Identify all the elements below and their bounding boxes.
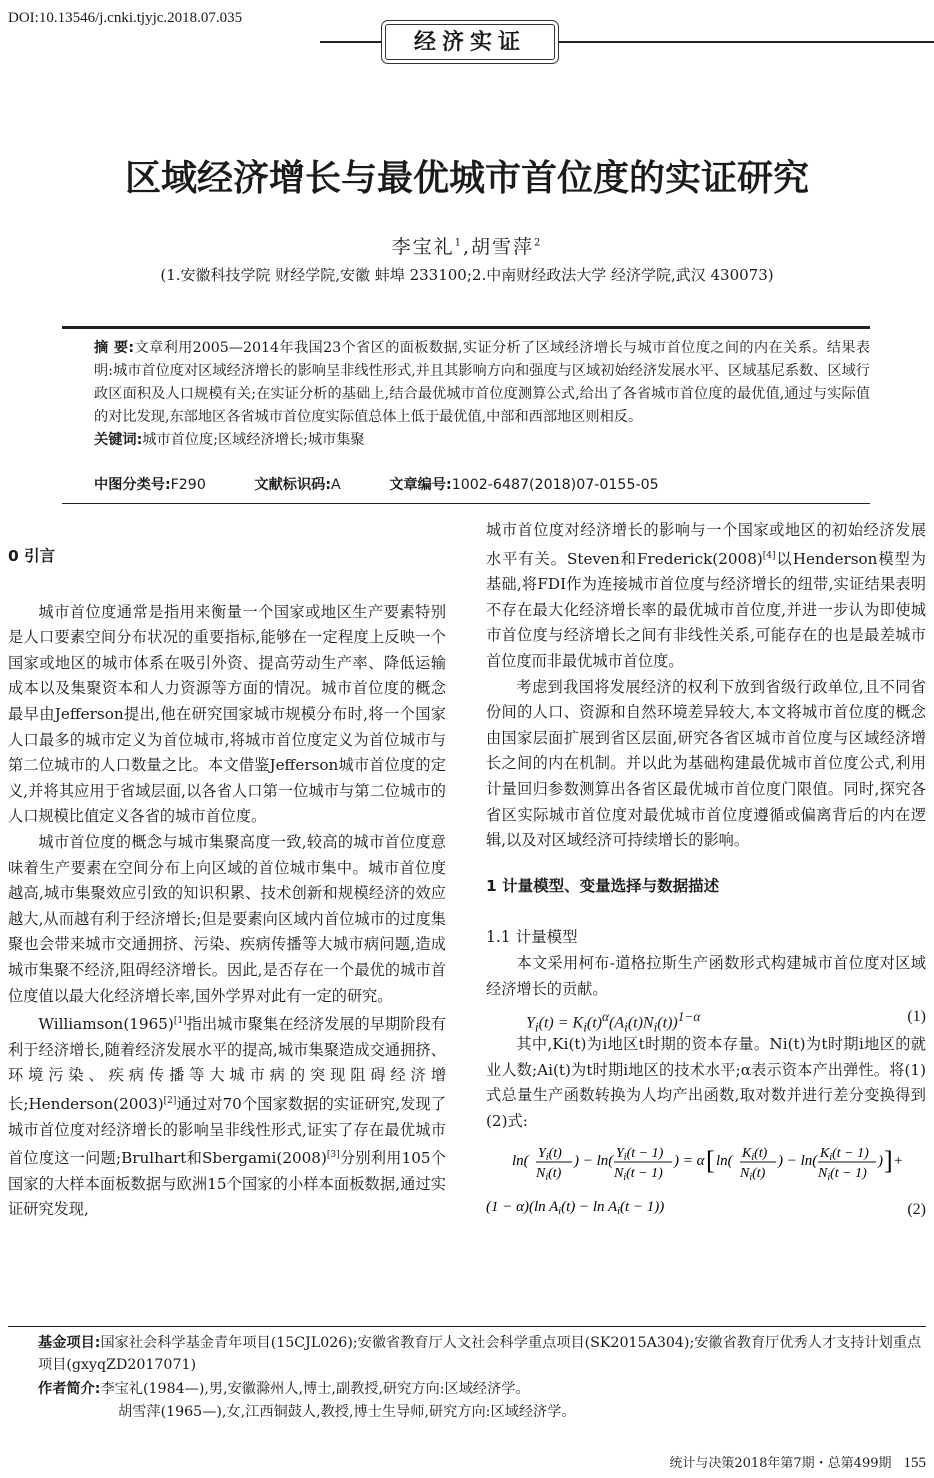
p3-part-a: Williamson(1965) bbox=[38, 1015, 174, 1034]
p3-part-d: 分别利用105个国家的大样本面板数据与欧洲15个国家的小样本面板数据,通过实证研究发现, bbox=[8, 1149, 446, 1219]
svg-text:) − ln(: ) − ln( bbox=[574, 1152, 614, 1169]
author-note bbox=[38, 1378, 928, 1400]
keywords-label: 关键词: bbox=[94, 432, 143, 448]
abstract-text: 文章利用2005—2014年我国23个省区的面板数据,实证分析了区域经济增长与城市首位度之间的内在关系。结果表明:城市首位度对区域经济增长的影响呈非线性形式,并且其影响方向和强度与区域初始经济发展水平、区域基尼系数、区域行政区面积及人口规模有关;在实证分析的基础上,结合最优城市首位度测算公式,给出了各省城市首位度的最优值,通过与实际值的对比发现,东部地区各省城市首位度实际值总体上低于最优值,中部和西部地区则相反。 bbox=[94, 340, 870, 425]
svg-text:+: + bbox=[894, 1152, 903, 1169]
abstract-bottom-rule bbox=[62, 503, 870, 504]
svg-text:): ) bbox=[878, 1152, 883, 1169]
author-bio-label: 作者简介: bbox=[38, 1381, 101, 1397]
clc-label: 中图分类号: bbox=[94, 477, 171, 493]
keywords-line bbox=[62, 429, 870, 452]
equation-1 bbox=[486, 1002, 926, 1035]
author-bio-1: 李宝礼(1984—),男,安徽滁州人,博士,副教授,研究方向:区域经济学。 bbox=[100, 1381, 530, 1397]
article-value: 1002-6487(2018)07-0155-05 bbox=[451, 477, 659, 493]
author-sep: , bbox=[462, 236, 472, 258]
equation-2-svg bbox=[486, 1135, 926, 1227]
model-paragraph: 本文采用柯布-道格拉斯生产函数形式构建城市首位度对区域经济增长的贡献。 bbox=[486, 953, 926, 998]
ref-4[interactable]: [4] bbox=[762, 550, 776, 561]
abstract-top-rule bbox=[62, 326, 870, 329]
svg-text:Yi(t): $Y_i(t)$ bbox=[538, 1145, 562, 1163]
svg-text:) = α: ) = α bbox=[674, 1152, 705, 1169]
svg-text:[: [ bbox=[706, 1145, 715, 1175]
intro-paragraph-2: 城市首位度的概念与城市集聚高度一致,较高的城市首位度意味着生产要素在空间分布上向区域的首位城市集中。城市首位度越高,城市集聚效应引致的知识积累、技术创新和规模经济的效应越大,从而越有利于经济增长;但是要素向区域内首位城市的过度集聚也会带来城市交通拥挤、污染、疾病传播等大城市病问题,造成城市集聚不经济,阻碍经济增长。因此,是否存在一个最优的城市首位度值以最大化经济增长率,国外学界对此有一定的研究。 bbox=[8, 832, 446, 1005]
author-1: 李宝礼 bbox=[391, 236, 455, 258]
doi: DOI:10.13546/j.cnki.tjyjc.2018.07.035 bbox=[8, 10, 243, 26]
heading-section-1: 1 计量模型、变量选择与数据描述 bbox=[486, 876, 720, 895]
abstract bbox=[62, 337, 870, 452]
svg-text:ln(: ln( bbox=[716, 1152, 733, 1169]
variables-paragraph: 其中,Ki(t)为i地区t时期的资本存量。Ni(t)为t时期i地区的就业人数;Ai(t)为t时期i地区的技术水平;α表示资本产出弹性。将(1)式总量生产函数转换为人均产出函数,取对数并进行差分变换得到(2)式: bbox=[486, 1035, 926, 1130]
equation-1-number: (1) bbox=[907, 1008, 926, 1026]
author-note-2: 胡雪萍(1965—),女,江西铜鼓人,教授,博士生导师,研究方向:区域经济学。 bbox=[118, 1404, 576, 1420]
page-footer bbox=[669, 1452, 926, 1472]
abstract-label: 摘 要: bbox=[94, 340, 135, 356]
article-label: 文章编号: bbox=[389, 477, 452, 493]
intro-paragraph-3 bbox=[8, 1009, 446, 1223]
ref-2[interactable]: [2] bbox=[163, 1095, 177, 1106]
svg-text:(1 − α)(ln Ai(t) − ln Ai(t − 1: (1 − α)(ln $A_i(t) - \ln A_i(t - 1)$) bbox=[486, 1198, 665, 1217]
classification-line bbox=[94, 474, 703, 494]
rp1-part-a: 城市首位度对经济增长的影响与一个国家或地区的初始经济发展水平有关。Steven和Frederick(2008) bbox=[486, 521, 926, 568]
equation-2-number: (2) bbox=[907, 1200, 926, 1218]
paper-title: 区域经济增长与最优城市首位度的实证研究 bbox=[124, 158, 809, 199]
author-1-mark: 1 bbox=[454, 237, 463, 249]
equation-2 bbox=[486, 1135, 926, 1227]
heading-section-1-1: 1.1 计量模型 bbox=[486, 928, 578, 947]
doc-value: A bbox=[331, 477, 341, 493]
author-2-mark: 2 bbox=[534, 237, 543, 249]
heading-introduction: 0 引言 bbox=[8, 547, 56, 565]
svg-text:) − ln(: ) − ln( bbox=[778, 1152, 818, 1169]
svg-text:Ki(t): $K_i(t)$ bbox=[742, 1145, 768, 1163]
svg-text:Ni(t): $N_i(t)$ bbox=[536, 1165, 562, 1183]
authors bbox=[0, 232, 934, 259]
author-2: 胡雪萍 bbox=[471, 236, 535, 258]
journal-issue: 统计与决策2018年第7期・总第499期 bbox=[669, 1456, 892, 1471]
p3-part-b: 指出城市聚集在经济发展的早期阶段有利于经济增长,随着经济发展水平的提高,城市集聚造成交通拥挤、环境污染、疾病传播等大城市病的突现阻碍经济增长;Henderson(2003) bbox=[8, 1015, 446, 1113]
svg-text:Yi(t − 1): $Y_i(t - 1)$ bbox=[616, 1145, 664, 1163]
doc-label: 文献标识码: bbox=[254, 477, 332, 493]
svg-text:Ni(t): $N_i(t)$ bbox=[740, 1165, 766, 1183]
funding-label: 基金项目: bbox=[38, 1335, 101, 1351]
footnote-rule bbox=[8, 1326, 926, 1327]
right-column bbox=[486, 518, 926, 1227]
svg-text:Ni(t − 1): $N_i(t - 1)$ bbox=[614, 1165, 663, 1183]
svg-text:Ni(t − 1): $N_i(t - 1)$ bbox=[818, 1165, 867, 1183]
intro-paragraph-1: 城市首位度通常是指用来衡量一个国家或地区生产要素特别是人口要素空间分布状况的重要指标,能够在一定程度上反映一个国家或地区的城市体系在吸引外资、提高劳动生产率、降低运输成本以及集聚资本和人力资源等方面的情况。城市首位度的概念最早由Jefferson提出,他在研究国家城市规模分布时,将一个国家人口最多的城市定义为首位城市,将城市首位度定义为首位城市与第二位城市的人口数量之比。本文借鉴Jefferson城市首位度的定义,并将其应用于省域层面,以各省人口第一位城市与第二位城市的人口规模比值定义各省的城市首位度。 bbox=[8, 602, 446, 826]
right-paragraph-2: 考虑到我国将发展经济的权利下放到省级行政单位,且不同省份间的人口、资源和自然环境差异较大,本文将城市首位度的概念由国家层面扩展到省区层面,研究各省区城市首位度与区域经济增长之间的内在机制。并以此为基础构建最优城市首位度公式,利用计量回归参数测算出各省区最优城市首位度门限值。同时,探究各省区实际城市首位度对最优城市首位度遵循或偏离背后的内在逻辑,以及对区域经济可持续增长的影响。 bbox=[486, 677, 926, 850]
funding-note bbox=[38, 1332, 928, 1376]
svg-text:Ki(t − 1): $K_i(t - 1)$ bbox=[820, 1145, 869, 1163]
rp1-part-b: 以Henderson模型为基础,将FDI作为连接城市首位度与经济增长的纽带,实证结果表明不存在最大化经济增长率的最优城市首位度,并进一步认为即使城市首位度与经济增长之间有非线性关系,可能存在的也是最差城市首位度而非最优城市首位度。 bbox=[486, 549, 926, 671]
svg-text:]: ] bbox=[884, 1145, 893, 1175]
ref-3[interactable]: [3] bbox=[326, 1150, 340, 1161]
svg-text:ln(: ln( bbox=[512, 1152, 529, 1169]
affiliation: (1.安徽科技学院 财经学院,安徽 蚌埠 233100;2.中南财经政法大学 经济学院,武汉 430073) bbox=[160, 266, 774, 284]
p3-part-c: 通过对70个国家数据的实证研究,发现了城市首位度对经济增长的影响呈非线性形式,证实了存在最优城市首位度这一问题;Brulhart和Sbergami(2008) bbox=[8, 1095, 447, 1168]
clc-value: F290 bbox=[170, 477, 206, 493]
right-paragraph-1 bbox=[486, 518, 926, 675]
funding-text: 国家社会科学基金青年项目(15CJL026);安徽省教育厅人文社会科学重点项目(SK2015A304);安徽省教育厅优秀人才支持计划重点项目(gxyqZD2017071) bbox=[38, 1335, 922, 1373]
page-number: 155 bbox=[903, 1455, 926, 1471]
section-tag: 经济实证 bbox=[385, 24, 555, 60]
equation-1-formula: $Y_i(t) = K_i(t)^\alpha(A_i(t)N_i(t))^{1-\alpha}$ bbox=[526, 1009, 701, 1035]
ref-1[interactable]: [1] bbox=[173, 1016, 187, 1027]
keywords: 城市首位度;区域经济增长;城市集聚 bbox=[142, 432, 365, 448]
left-column bbox=[8, 544, 446, 1223]
